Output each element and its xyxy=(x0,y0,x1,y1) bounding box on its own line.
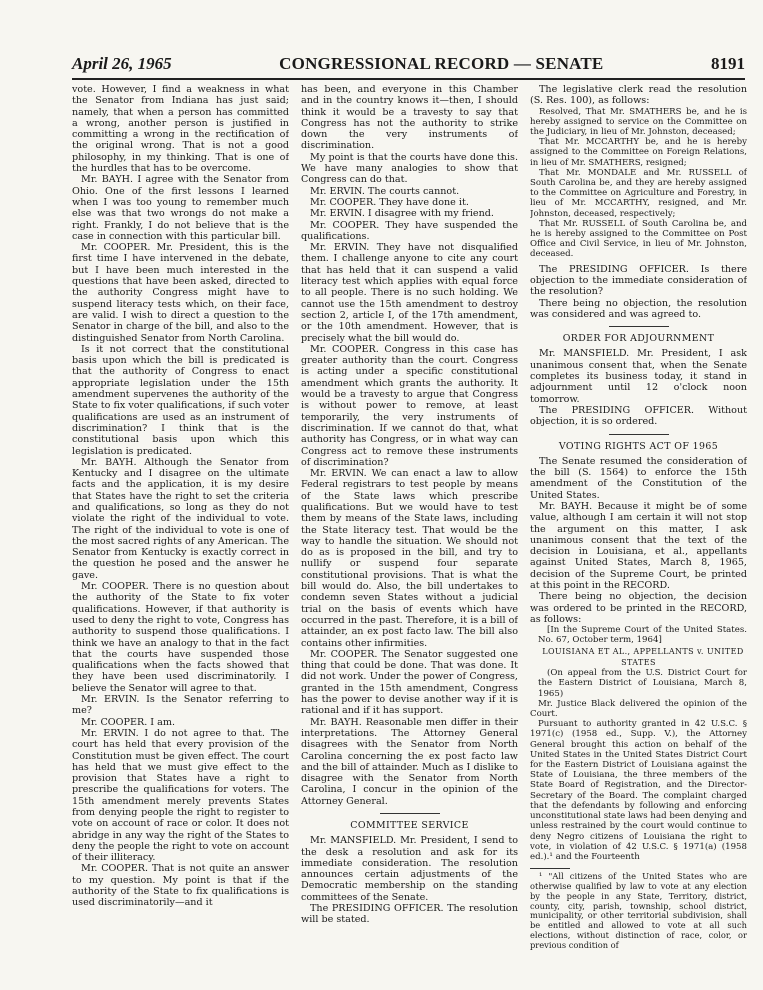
case-title: LOUISIANA ET AL., APPELLANTS v. UNITED STATES xyxy=(542,646,744,667)
appeal-caption: (On appeal from the U.S. District Court for the Eastern District of Louisiana, March 8, 1965) xyxy=(538,668,747,699)
section-divider xyxy=(609,434,669,435)
paragraph: Mr. MANSFIELD. Mr. President, I send to the desk a resolution and ask for its immediate consideration. The resolution announces certain adjustments of the Democratic membership on the standing committees of the Senate. xyxy=(301,835,518,903)
footnote-divider xyxy=(530,868,570,869)
paragraph: Mr. ERVIN. Is the Senator referring to me? xyxy=(72,694,289,717)
paragraph: Mr. COOPER. That is not quite an answer to my question. My point is that if the authority of the State to fix qualifications is used discriminatorily—and it xyxy=(72,863,289,909)
column-1 xyxy=(72,84,289,984)
paragraph: The legislative clerk read the resolution (S. Res. 100), as follows: xyxy=(530,84,747,107)
paragraph: Mr. COOPER. There is no question about the authority of the State to fix voter qualifications. However, if that authority is used to deny the right to vote, Congress has authority to suspend those qualifications. I think we have an analogy to that in the fact that the courts have suspended those qualifications when the facts showed that they have been used discriminatorily. I believe the Senator will agree to that. xyxy=(72,581,289,694)
paragraph: Mr. COOPER. The Senator suggested one thing that could be done. That was done. It did not work. Under the power of Congress, granted in the 15th amendment, Congress has the power to devise another way if it is rational and if it has support. xyxy=(301,648,518,717)
paragraph: Mr. BAYH. Reasonable men differ in their interpretations. The Attorney General disagrees with the Senator from North Carolina concerning the ex post facto law and the bill of attainder. Much as I dislike to disagree with the Senator from North Carolina, I concur in the opinion of the Attorney General. xyxy=(301,716,518,807)
paragraph: The PRESIDING OFFICER. The resolution will be stated. xyxy=(301,903,518,926)
text-columns xyxy=(72,84,749,984)
paragraph: Mr. ERVIN. The courts cannot. xyxy=(310,185,460,197)
paragraph: vote. However, I find a weakness in what the Senator from Indiana has just said; namely, that when a person has committed a wrong, another person is justified in committing a wrong in the rectification of the original wrong. That is not a good philosophy, in my thinking. That is one of the hurdles that has to be overcome. xyxy=(72,84,289,175)
paragraph: Mr. ERVIN. I disagree with my friend. xyxy=(310,208,494,220)
paragraph: Mr. COOPER. They have done it. xyxy=(310,196,469,208)
paragraph: The PRESIDING OFFICER. Is there objection to the immediate consideration of the resolution? xyxy=(530,263,747,298)
paragraph: Mr. ERVIN. I do not agree to that. The court has held that every provision of the Constitution must be given effect. The court has held that we must give effect to the provision that States have a right to prescribe the qualifications for voters. The 15th amendment merely prevents States from denying people the right to register to vote on account of race or color. It does not abridge in any way the right of the States to deny the people the right to vote on account of their illiteracy. xyxy=(72,727,289,864)
header-page-number: 8191 xyxy=(711,54,745,73)
opinion-paragraph: Mr. Justice Black delivered the opinion of the Court. xyxy=(530,698,747,720)
resolution-text: That Mr. MCCARTHY be, and he is hereby assigned to the Committee on Foreign Relations, in lieu of Mr. SMATHERS, resigned; xyxy=(530,137,747,168)
voting-rights-heading: VOTING RIGHTS ACT OF 1965 xyxy=(558,440,719,452)
column-2 xyxy=(301,84,518,984)
paragraph: Mr. COOPER. Congress in this case has greater authority than the court. Congress is acting under a specific constitutional amendment which grants the authority. It would be a travesty to argue that Congress is without power to remove, at least temporarily, the very instruments of discrimination. If we cannot do that, what authority has Congress, or in what way can Congress act to remove these instruments of discrimination? xyxy=(301,343,518,468)
paragraph: There being no objection, the decision was ordered to be printed in the RECORD, as follows: xyxy=(530,591,747,625)
section-divider xyxy=(380,813,440,814)
paragraph: There being no objection, the resolution was considered and was agreed to. xyxy=(530,297,747,320)
adjournment-heading: ORDER FOR ADJOURNMENT xyxy=(562,333,715,345)
paragraph: Mr. BAYH. I agree with the Senator from Ohio. One of the first lessons I learned when I was too young to remember much else was that two wrongs do not make a right. Frankly, I do not believe that is the case in connection with this particular bill. xyxy=(72,174,289,242)
section-divider xyxy=(609,326,669,327)
opinion-paragraph: Pursuant to authority granted in 42 U.S.C. § 1971(c) (1958 ed., Supp. V.), the Attorney General brought this action on behalf of the United States in the United States District Court for the Eastern District of Louisiana against the State of Louisiana, the three members of the State Board of Registration, and the Director-Secretary of the Board. The complaint charged that the defendants by following and enforcing unconstitutional state laws had been denying and unless restrained by the court would continue to deny Negro citizens of Louisiana the right to vote, in violation of 42 U.S.C. § 1971(a) (1958 ed.).¹ and the Fourteenth xyxy=(530,719,747,862)
header-date: April 26, 1965 xyxy=(72,54,172,73)
paragraph: Mr. ERVIN. They have not disqualified them. I challenge anyone to cite any court that has held that it can suspend a valid literacy test which applies with equal force to all people. There is no such holding. We cannot use the 15th amendment to destroy section 2, article I, of the 17th amendment, or the 10th amendment. However, that is precisely what the bill would do. xyxy=(301,242,518,344)
footnote: ¹ "All citizens of the United States who are otherwise qualified by law to vote at any election by the people in any State, Territory, district, county, city, parish, township, school district, municipality, or other territorial subdivision, shall be entitled and allowed to vote at all such elections, without distinction of race, color, or previous condition of xyxy=(530,871,747,950)
page-header xyxy=(72,54,745,80)
paragraph: Mr. COOPER. They have suspended the qualifications. xyxy=(301,219,518,242)
paragraph: The PRESIDING OFFICER. Without objection, it is so ordered. xyxy=(530,404,747,428)
paragraph: Mr. COOPER. I am. xyxy=(81,716,176,728)
resolution-text: That Mr. RUSSELL of South Carolina be, and he is hereby assigned to the Committee on Post Office and Civil Service, in lieu of Mr. Johnston, deceased. xyxy=(530,218,747,260)
paragraph: Mr. BAYH. Because it might be of some value, although I am certain it will not stop the argument on this matter, I ask unanimous consent that the text of the decision in Louisiana, et al., appellants against United States, March 8, 1965, decision of the Supreme Court, be printed at this point in the RECORD. xyxy=(530,500,747,592)
column-3 xyxy=(530,84,747,984)
paragraph: Mr. MANSFIELD. Mr. President, I ask unanimous consent that, when the Senate completes its business today, it stand in adjournment until 12 o'clock noon tomorrow. xyxy=(530,348,747,405)
paragraph: has been, and everyone in this Chamber and in the country knows it—then, I should think it would be a travesty to say that Congress has not the authority to strike down the very instruments of discrimination. xyxy=(301,84,518,152)
paragraph: Mr. ERVIN. We can enact a law to allow Federal registrars to test people by means of the State laws which prescribe qualifications. But we would have to test them by means of the State laws, including the State literacy test. That would be the way to handle the situation. We should not do as is proposed in the bill, and try to nullify or suspend four separate constitutional provisions. That is what the bill would do. Also, the bill undertakes to condemn seven States without a judicial trial on the basis of events which have occurred in the past. Therefore, it is a bill of attainder, an ex post facto law. The bill also contains other infirmities. xyxy=(301,468,518,649)
resolution-text: That Mr. MONDALE and Mr. RUSSELL of South Carolina be, and they are hereby assigned to the Committee on Agriculture and Forestry, in lieu of Mr. MCCARTHY, resigned, and Mr. Johnston, deceased, respectively; xyxy=(530,167,747,219)
paragraph: The Senate resumed the consideration of the bill (S. 1564) to enforce the 15th amendment of the Constitution of the United States. xyxy=(530,455,747,501)
paragraph: Is it not correct that the constitutional basis upon which the bill is predicated is that the authority of Congress to enact appropriate legislation under the 15th amendment supervenes the authority of the State to fix voter qualifications, if such voter qualifications are used as an instrument of discrimination? I think that is the constitutional basis upon which this legislation is predicated. xyxy=(72,343,289,457)
paragraph: Mr. BAYH. Although the Senator from Kentucky and I disagree on the ultimate facts and the application, it is my desire that States have the right to set the criteria and qualifications, so long as they do not violate the right of the individual to vote. The right of the individual to vote is one of the most sacred rights of any American. The Senator from Kentucky is exactly correct in the question he posed and the answer he gave. xyxy=(72,456,289,581)
committee-service-heading: COMMITTEE SERVICE xyxy=(350,820,469,831)
court-caption: [In the Supreme Court of the United States. No. 67, October term, 1964] xyxy=(538,625,747,646)
resolution-text: Resolved, That Mr. SMATHERS be, and he is hereby assigned to service on the Committee on the Judiciary, in lieu of Mr. Johnston, deceased; xyxy=(530,106,747,137)
paragraph: Mr. COOPER. Mr. President, this is the first time I have intervened in the debate, but I have been much interested in the questions that have been asked, directed to the authority Congress might have to suspend literacy tests which, on their face, are valid. I wish to direct a question to the Senator in charge of the bill, and also to the distinguished Senator from North Carolina. xyxy=(72,242,289,344)
paragraph: My point is that the courts have done this. We have many analogies to show that Congress can do that. xyxy=(301,151,518,186)
header-title: CONGRESSIONAL RECORD — SENATE xyxy=(279,54,604,73)
